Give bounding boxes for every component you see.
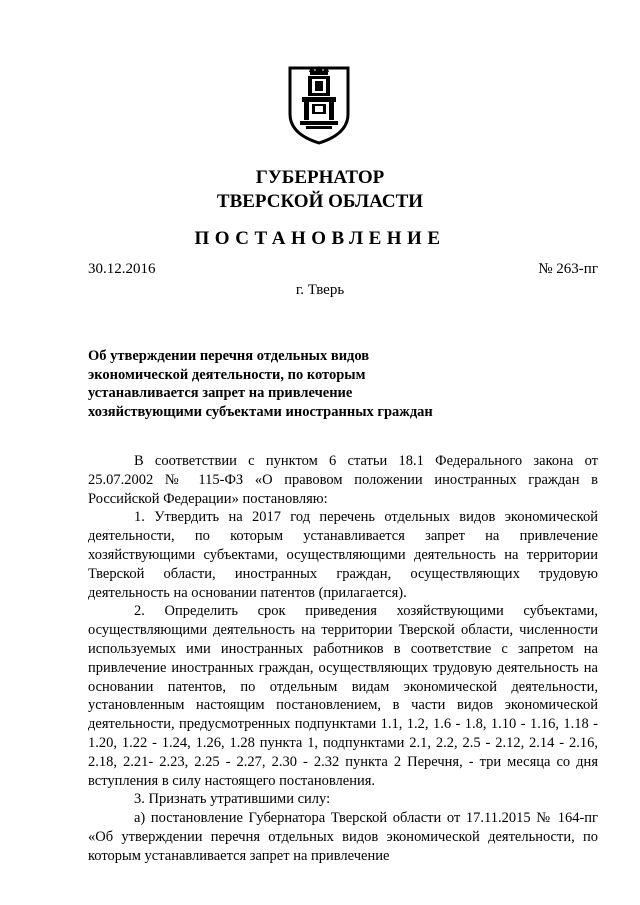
- clause-3-paragraph: 3. Признать утратившими силу:: [134, 791, 331, 808]
- authority-name-line-2: ТВЕРСКОЙ ОБЛАСТИ: [216, 191, 424, 212]
- title-line: хозяйствующими субъектами иностранных граждан: [88, 403, 433, 420]
- title-line: экономической деятельности, по которым: [88, 366, 366, 383]
- document-date: 30.12.2016: [88, 261, 156, 277]
- clause-1-paragraph: 1. Утвердить на 2017 год перечень отдельных видов экономической деятельности, по которым устанавливается запрет на привлечение хозяйствующими субъектами, осуществляющими деятельность на территории Тверской области, иностранных граждан, осуществляющих трудовую деятельность на основании патентов (прилагается).: [88, 509, 598, 601]
- clause-2-paragraph: 2. Определить срок приведения хозяйствующими субъектами, осуществляющими деятельность на территории Тверской области, численности используемых ими иностранных работников в соответствие с запретом на привлечение иностранных граждан, осуществляющих трудовую деятельность на основании патентов, по отдельным видам экономической деятельности, установленным настоящим постановлением, в части видов экономической деятельности, предусмотренных подпунктами 1.1, 1.2, 1.6 - 1.8, 1.10 - 1.16, 1.18 - 1.20, 1.22 - 1.24, 1.26, 1.28 пункта 1, подпунктами 2.1, 2.2, 2.5 - 2.12, 2.14 - 2.16, 2.18, 2.21- 2.23, 2.25 - 2.27, 2.30 - 2.32 пункта 2 Перечня, - три месяца со дня вступления в силу настоящего постановления.: [88, 603, 598, 789]
- preamble-paragraph: В соответствии с пунктом 6 статьи 18.1 Федерального закона от 25.07.2002 № 115-ФЗ «О правовом положении иностранных граждан в Российской Федерации» постановляю:: [88, 453, 598, 507]
- tver-coat-of-arms-icon: [287, 64, 351, 146]
- title-line: устанавливается запрет на привлечение: [88, 385, 353, 401]
- document-number: № 263-пг: [538, 261, 598, 277]
- title-line: Об утверждении перечня отдельных видов: [88, 348, 370, 364]
- clause-3a-paragraph: а) постановление Губернатора Тверской области от 17.11.2015 № 164-пг «Об утверждении перечня отдельных видов экономической деятельности, по которым устанавливается запрет на привлечение: [88, 810, 598, 864]
- document-body: [88, 452, 598, 866]
- authority-name-line-1: ГУБЕРНАТОР: [255, 167, 385, 188]
- document-title: [88, 347, 508, 421]
- document-city: г. Тверь: [295, 282, 345, 298]
- document-type-heading: ПОСТАНОВЛЕНИЕ: [194, 228, 446, 249]
